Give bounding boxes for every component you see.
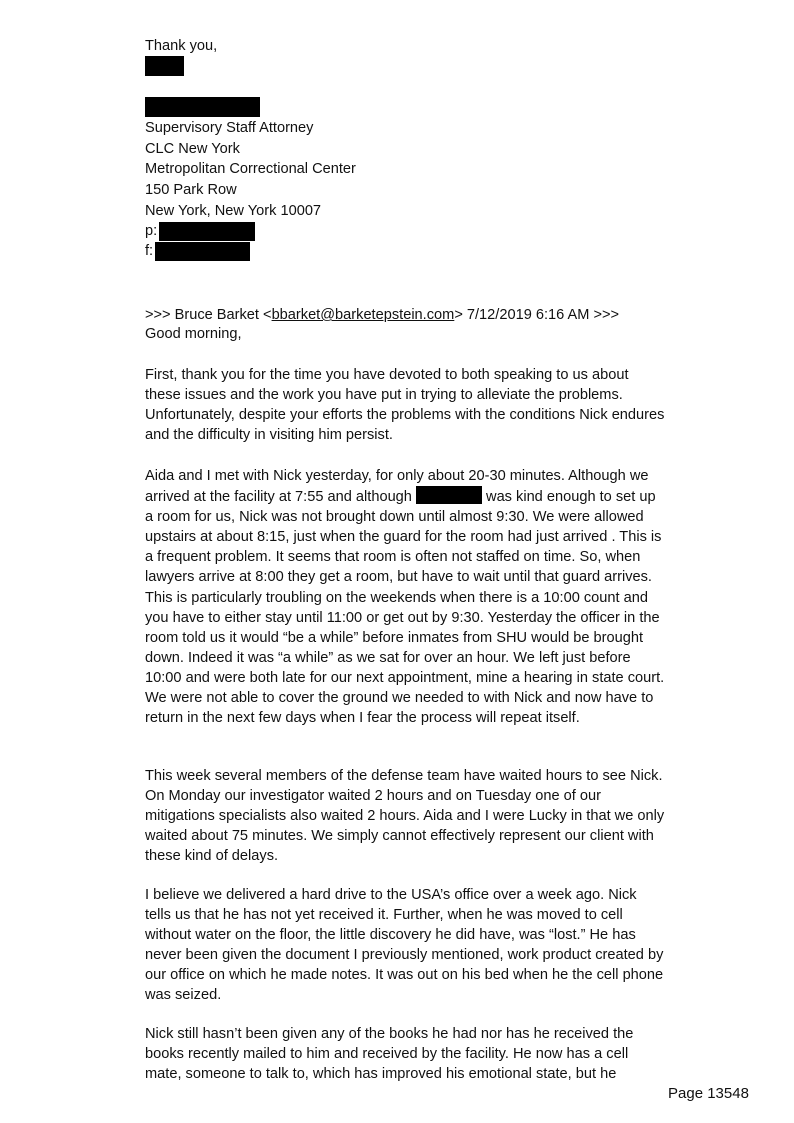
paragraph-3-text: This week several members of the defense team have waited hours to see Nick. On Monday our investigator waited 2 hours and on Tuesday one of our mitigations specialists also waited 2 hours. Aida and I were Lucky in that we only waited about 75 minutes. We simply cannot effectively represent our client with these kind of delays. bbox=[145, 768, 665, 865]
paragraph-4 bbox=[145, 885, 665, 1006]
email-header bbox=[145, 305, 619, 325]
signature-street: 150 Park Row bbox=[145, 182, 237, 198]
email-header-prefix: >>> Bruce Barket < bbox=[145, 307, 272, 323]
sender-email-link[interactable]: bbarket@barketepstein.com bbox=[271, 307, 455, 323]
paragraph-3 bbox=[145, 766, 665, 866]
paragraph-5-text: Nick still hasn’t been given any of the books he had nor has he received the books recently mailed to him and received by the facility. He now has a cell mate, someone to talk to, which has improved his emotional state, but he bbox=[145, 1026, 634, 1083]
paragraph-5 bbox=[145, 1024, 665, 1084]
signature-fax-label: f: bbox=[145, 243, 154, 259]
paragraph-2 bbox=[145, 466, 667, 728]
signature-title: Supervisory Staff Attorney bbox=[145, 120, 314, 136]
signature-org: CLC New York bbox=[145, 141, 240, 157]
signature-facility: Metropolitan Correctional Center bbox=[145, 161, 356, 177]
paragraph-2-part-b: was kind enough to set up a room for us, Nick was not brought down until almost 9:30. We were allowed upstairs at about 8:15, just when the guard for the room had just arrived . This is a frequent problem. It seems that room is often not staffed on time. So, when lawyers arrive at 8:00 they get a room, but have to wait until that guard arrives. This is particularly troubling on the weekends when there is a 10:00 count and you have to either stay until 11:00 or get out by 9:30. Yesterday the officer in the room told us it would “be a while” before inmates from SHU would be brought down. Indeed it was “a while” as we sat for over an hour. We left just before 10:00 and were both late for our next appointment, mine a hearing in state court. We were not able to cover the ground we needed to with Nick and now have to return in the next few days when I fear the process will repeat itself. bbox=[145, 489, 665, 727]
redaction-name bbox=[145, 56, 184, 76]
paragraph-2-part-a: Aida and I met with Nick yesterday, for only about 20-30 minutes. Although we arrived at the facility at 7:55 and although bbox=[145, 468, 649, 506]
redaction-fax bbox=[155, 242, 250, 261]
email-header-suffix: > 7/12/2019 6:16 AM >>> bbox=[454, 307, 620, 323]
salutation: Good morning, bbox=[145, 326, 242, 342]
redaction-phone bbox=[159, 222, 255, 241]
signature-phone-label: p: bbox=[145, 223, 158, 239]
paragraph-4-text: I believe we delivered a hard drive to the USA’s office over a week ago. Nick tells us that he has not yet received it. Further, when he was moved to cell without water on the floor, the little discovery he did have, was “lost.” He has never been given the document I previously mentioned, work product created by our office on which he made notes. It was out on his bed when he the cell phone was seized. bbox=[145, 887, 664, 1004]
redaction-fullname bbox=[145, 97, 260, 117]
signature-city: New York, New York 10007 bbox=[145, 203, 322, 219]
paragraph-2-text bbox=[145, 466, 667, 728]
paragraph-1-text: First, thank you for the time you have devoted to both speaking to us about these issues and the work you have put in trying to alleviate the problems. Unfortunately, despite your efforts the problems with the conditions Nick endures and the difficulty in visiting him persist. bbox=[145, 367, 665, 444]
closing-greeting: Thank you, bbox=[145, 38, 218, 54]
page-number: Page 13548 bbox=[668, 1085, 749, 1102]
redaction-inline-name bbox=[416, 486, 482, 504]
paragraph-1 bbox=[145, 365, 665, 445]
